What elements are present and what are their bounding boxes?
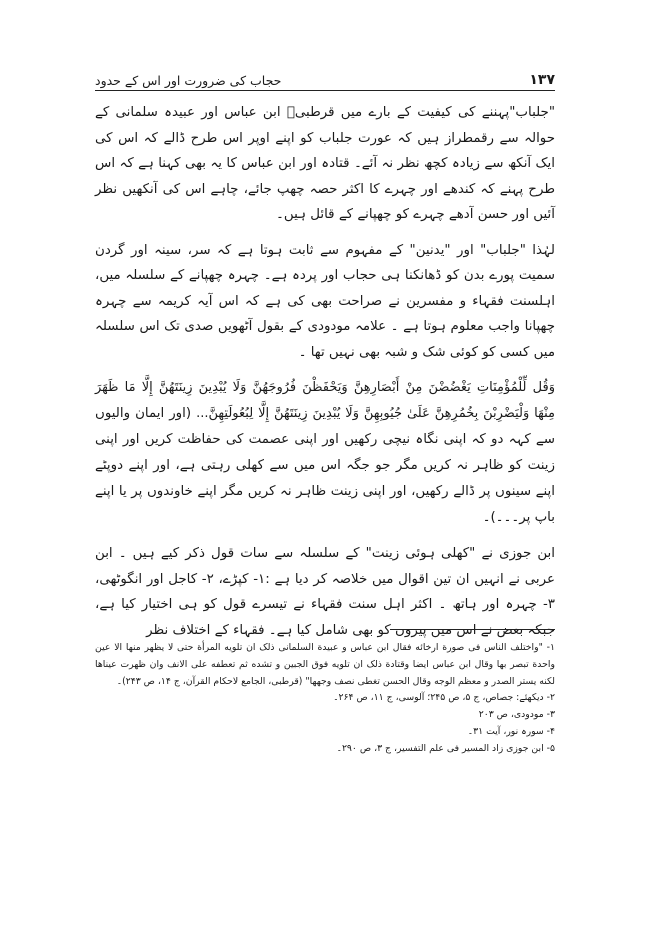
paragraph-conclusion: لہٰذا "جلباب" اور "یدنین" کے مفہوم سے ثابت ہوتا ہے کہ سر، سینہ اور گردن سمیت پورے بدن کو ڈھانکنا ہی حجاب اور پردہ ہے۔ چہرہ چھپانے کے سلسلہ میں، اہلسنت فقہاء و مفسرین نے صراحت بھی کی ہے کہ اس آیہ کریمہ سے چہرہ چھپانا واجب معلوم ہوتا ہے ۔ علامہ مودودی کے بقول آٹھویں صدی تک اس سلسلہ میں کسی کو کوئی شک و شبہ بھی نہیں تھا ۔ [95, 242, 555, 360]
footnotes [95, 640, 555, 758]
footnote-2: ۲- دیکھئے: جصاص، ج ۵، ص ۲۴۵؛ آلوسی، ج ۱۱، ص ۲۶۴۔ [333, 692, 555, 704]
main-text [95, 100, 555, 653]
footnote-3: ۳- مودودی، ص ۲۰۳ [478, 709, 555, 721]
verse-translation: (اور ایمان والیوں سے کہہ دو کہ اپنی نگاہ نیچی رکھیں اور اپنی عصمت کی حفاظت کریں اور اپنی زینت کو ظاہر نہ کریں مگر جو جگہ اس میں سے کھلی رہتی ہے، اور اپنے دوپٹے اپنے سینوں پر ڈالے رکھیں، اور اپنی زینت ظاہر نہ کریں مگر اپنے خاوندوں پر یا اپنے باپ پر۔۔۔)۔ [95, 406, 555, 525]
footnote-1: ۱- "واختلف الناس فی صورة ارخائه فقال ابن عباس و عبیدة السلمانی ذلک ان تلویه المرأة حتی لا یظهر منها الا عین واحدة تبصر بها وقال ابن عباس ایضا وقتادة ذلک ان تلویه فوق الجبین و تشده ثم تعطفه علی الانف وان ظهرت عیناها لکنه یستر الصدر و معظم الوجه وقال الحسن تغطی نصف وجهها" (قرطبی، الجامع لاحکام القرآن، ج ۱۴، ص ۲۴۳)۔ [95, 642, 555, 687]
paragraph-jilbab: "جلباب"پہننے کی کیفیت کے بارے میں قرطبیؒ ابن عباس اور عبیدہ سلمانی کے حوالہ سے رقمطراز ہیں کہ عورت جلباب کو اپنے اوپر اس طرح ڈالے کہ اس کی ایک آنکھ سے زیادہ کچھ نظر نہ آئے۔ قتادہ اور ابن عباس کا یہ بھی کہنا ہے کہ اس طرح پہنے کہ کندھے اور چہرے کا اکثر حصہ چھپ جائے، چاہے اس کی آنکھیں نظر آئیں اور حسن آدھے چہرے کو چھپانے کے قائل ہیں۔ [95, 105, 555, 222]
page-number: ۱۳۷ [529, 72, 555, 88]
footnote-5: ۵- ابن جوزی زاد المسیر فی علم التفسیر، ج ۳، ص ۲۹۰۔ [336, 742, 555, 754]
footnote-rule [390, 629, 555, 630]
paragraph-quran-verse [95, 375, 555, 531]
running-title: حجاب کی ضرورت اور اس کے حدود [95, 73, 282, 88]
page-header [95, 66, 555, 88]
header-rule [95, 90, 555, 91]
footnote-4: ۴- سورہ نور، آیت ۳۱۔ [467, 725, 555, 737]
arabic-verse: وَقُل لِّلْمُؤْمِنَاتِ يَغْضُضْنَ مِنْ أَبْصَارِهِنَّ وَيَحْفَظْنَ فُرُوجَهُنَّ وَلَا يُبْدِينَ زِينَتَهُنَّ إِلَّا مَا ظَهَرَ مِنْهَا وَلْيَضْرِبْنَ بِخُمُرِهِنَّ عَلَىٰ جُيُوبِهِنَّ وَلَا يُبْدِينَ زِينَتَهُنَّ إِلَّا لِبُعُولَتِهِنَّ... [95, 380, 555, 421]
paragraph-ibn-jawzi: ابن جوزی نے "کھلی ہوئی زینت" کے سلسلہ سے سات قول ذکر کیے ہیں ۔ ابن عربی نے انہیں ان تین اقوال میں خلاصہ کر دیا ہے :۱- کپڑے، ۲- کاجل اور انگوٹھی، ۳- چہرہ اور ہاتھ ۔ اکثر اہل سنت فقہاء نے تیسرے قول کو ہی اختیار کیا ہے، جبکہ بعض نے اس میں پیروں کو بھی شامل کیا ہے۔ فقہاء کے اختلاف نظر [95, 546, 555, 638]
